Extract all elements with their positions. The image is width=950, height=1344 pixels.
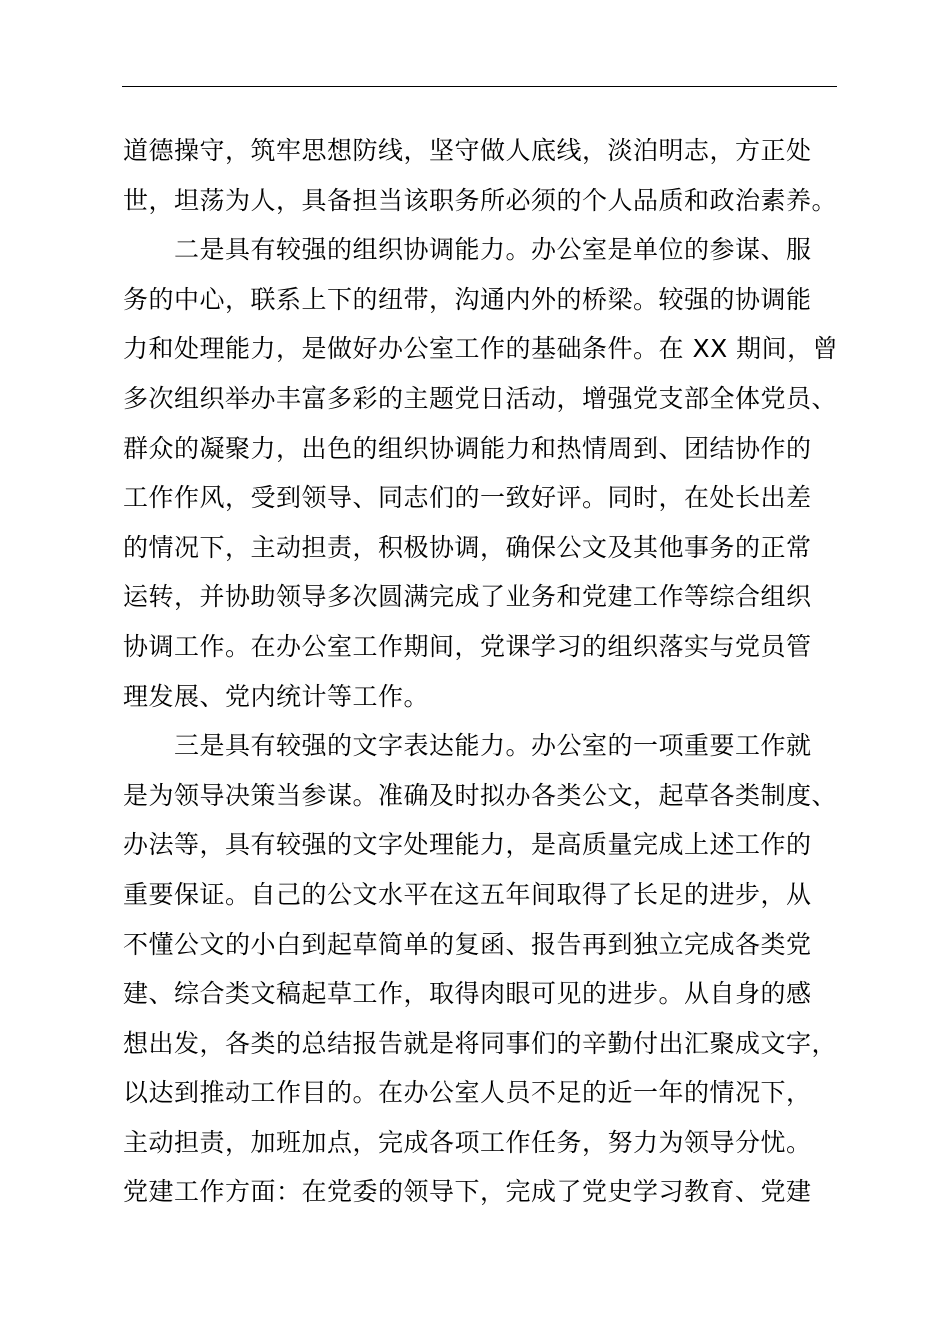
- text-line: 以达到推动工作目的。在办公室人员不足的近一年的情况下，: [123, 1078, 812, 1108]
- document-body: [123, 126, 863, 1217]
- text-line: 理发展、党内统计等工作。: [123, 681, 430, 711]
- text-line: 世，坦荡为人，具备担当该职务所必须的个人品质和政治素养。: [123, 185, 838, 215]
- text-line: 不懂公文的小白到起草简单的复函、报告再到独立完成各类党: [123, 929, 812, 959]
- text-line: 群众的凝聚力，出色的组织协调能力和热情周到、团结协作的: [123, 433, 812, 463]
- text-line: 道德操守，筑牢思想防线，坚守做人底线，淡泊明志，方正处: [123, 136, 812, 165]
- text-line: 建、综合类文稿起草工作，取得肉眼可见的进步。从自身的感: [123, 979, 812, 1009]
- text-line: 的情况下，主动担责，积极协调，确保公文及其他事务的正常: [123, 532, 812, 562]
- text-line: 工作作风，受到领导、同志们的一致好评。同时，在处长出差: [123, 483, 812, 513]
- text-line: 办法等，具有较强的文字处理能力，是高质量完成上述工作的: [123, 830, 812, 860]
- text-line: 想出发，各类的总结报告就是将同事们的辛勤付出汇聚成文字，: [123, 1028, 838, 1058]
- text-line: 协调工作。在办公室工作期间，党课学习的组织落实与党员管: [123, 631, 812, 661]
- text-line: 运转，并协助领导多次圆满完成了业务和党建工作等综合组织: [123, 582, 812, 612]
- text-line: 是为领导决策当参谋。准确及时拟办各类公文，起草各类制度、: [123, 780, 838, 810]
- text-line: 力和处理能力，是做好办公室工作的基础条件。在 XX 期间，曾: [123, 334, 839, 364]
- text-line: 主动担责，加班加点，完成各项工作任务，努力为领导分忧。: [123, 1127, 812, 1157]
- paragraph-start-line: 二是具有较强的组织协调能力。办公室是单位的参谋、服: [174, 235, 812, 265]
- text-line: 重要保证。自己的公文水平在这五年间取得了长足的进步，从: [123, 879, 812, 909]
- text-line: 务的中心，联系上下的纽带，沟通内外的桥梁。较强的协调能: [123, 284, 812, 314]
- text-line: 党建工作方面：在党委的领导下，完成了党史学习教育、党建: [123, 1177, 812, 1207]
- paragraph-start-line: 三是具有较强的文字表达能力。办公室的一项重要工作就: [174, 731, 812, 761]
- header-rule: [122, 86, 837, 87]
- text-line: 多次组织举办丰富多彩的主题党日活动，增强党支部全体党员、: [123, 383, 838, 413]
